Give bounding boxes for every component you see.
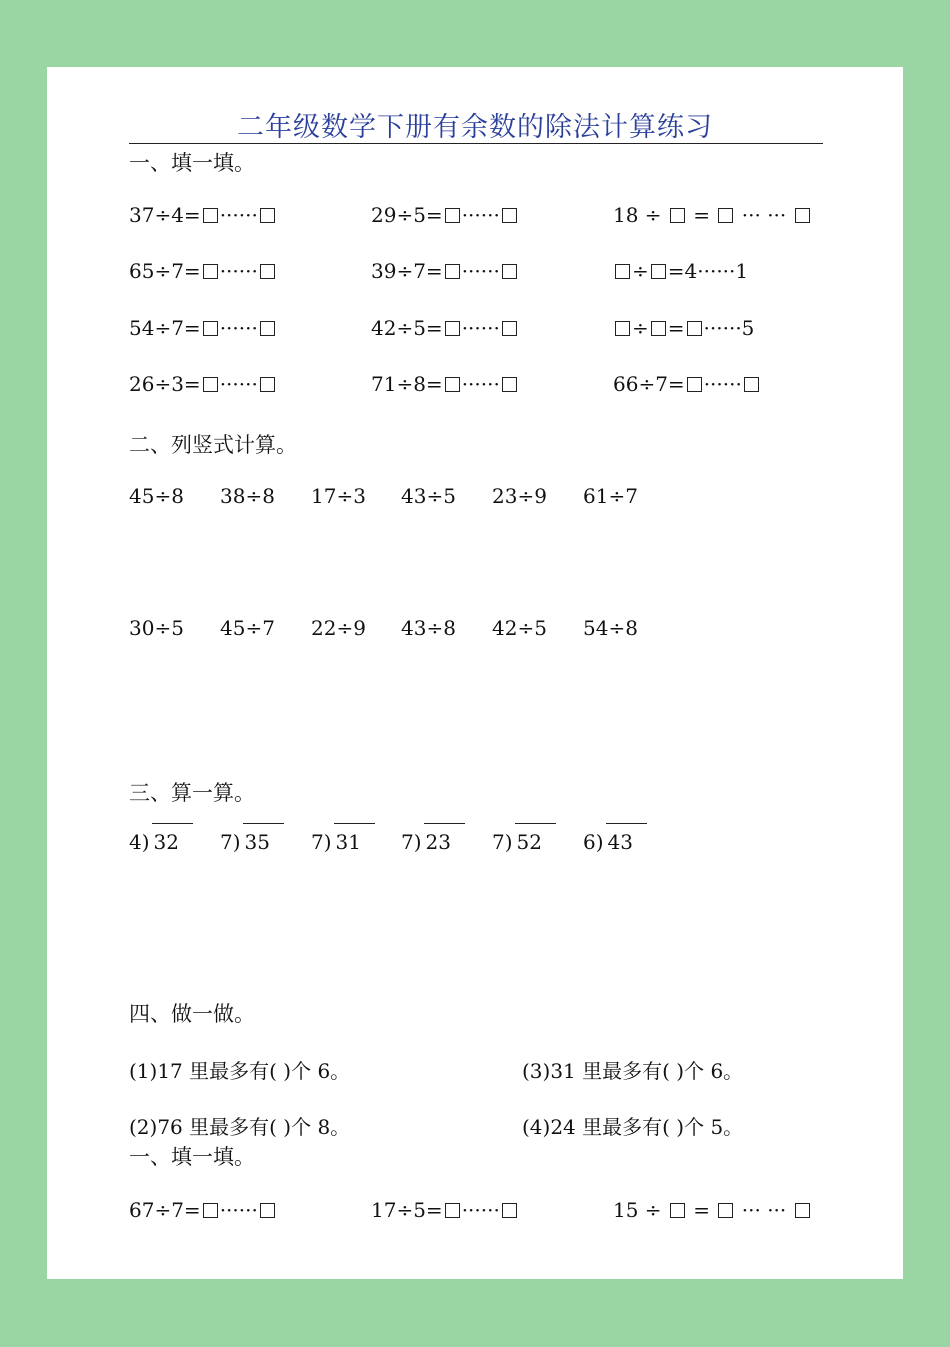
answer-box xyxy=(445,264,460,279)
equation-text: 66÷7= xyxy=(613,372,685,396)
section3-heading: 三、算一算。 xyxy=(129,781,255,805)
answer-box xyxy=(260,321,275,336)
answer-box xyxy=(203,321,218,336)
equation-text: = xyxy=(686,203,717,227)
equation-text: 29÷5= xyxy=(371,203,443,227)
fill-problem xyxy=(613,1198,812,1222)
vertical-calc-problem: 61÷7 xyxy=(583,484,638,508)
section1-heading: 一、填一填。 xyxy=(129,151,255,175)
equation-text: = xyxy=(686,1198,717,1222)
section4-heading: 四、做一做。 xyxy=(129,1002,255,1026)
answer-box xyxy=(615,321,630,336)
answer-box xyxy=(744,377,759,392)
vertical-calc-problem: 30÷5 xyxy=(129,616,184,640)
answer-box xyxy=(615,264,630,279)
fill-problem xyxy=(371,316,519,340)
equation-text: ······ xyxy=(703,372,742,396)
dividend: 32 xyxy=(152,823,193,854)
long-division xyxy=(311,823,375,854)
answer-box xyxy=(260,264,275,279)
long-division xyxy=(129,823,193,854)
equation-text: 71÷8= xyxy=(371,372,443,396)
answer-box xyxy=(718,208,733,223)
answer-box xyxy=(687,377,702,392)
answer-box xyxy=(502,321,517,336)
long-division-problem xyxy=(129,823,193,854)
answer-box xyxy=(260,377,275,392)
divisor: 4) xyxy=(129,830,150,854)
page-title: 二年级数学下册有余数的除法计算练习 xyxy=(237,112,713,143)
vertical-calc-problem: 45÷7 xyxy=(220,616,275,640)
long-division-problem xyxy=(311,823,375,854)
long-division-problem xyxy=(583,823,647,854)
answer-box xyxy=(651,321,666,336)
equation-text: ······ xyxy=(461,203,500,227)
long-division-problem xyxy=(492,823,556,854)
equation-text: ······ xyxy=(219,1198,258,1222)
answer-box xyxy=(670,1203,685,1218)
vertical-calc-problem: 22÷9 xyxy=(311,616,366,640)
answer-box xyxy=(203,264,218,279)
fill-problem xyxy=(129,316,277,340)
equation-text: ······ xyxy=(461,372,500,396)
equation-text: =4······1 xyxy=(667,259,749,283)
vertical-calc-problem: 17÷3 xyxy=(311,484,366,508)
answer-box xyxy=(795,208,810,223)
vertical-calc-problem: 45÷8 xyxy=(129,484,184,508)
answer-box xyxy=(445,377,460,392)
vertical-calc-problem: 38÷8 xyxy=(220,484,275,508)
fill-problem xyxy=(613,316,754,340)
equation-text: ÷ xyxy=(632,316,649,340)
divisor: 7) xyxy=(401,830,422,854)
answer-box xyxy=(445,1203,460,1218)
equation-text: ······ xyxy=(219,372,258,396)
answer-box xyxy=(260,208,275,223)
title-underline xyxy=(129,143,823,144)
section5-heading: 一、填一填。 xyxy=(129,1145,255,1169)
answer-box xyxy=(502,377,517,392)
vertical-calc-problem: 43÷8 xyxy=(401,616,456,640)
answer-box xyxy=(502,264,517,279)
fill-problem xyxy=(371,372,519,396)
fill-problem xyxy=(129,1198,277,1222)
word-problem-3: (3)31 里最多有( )个 6。 xyxy=(522,1059,744,1083)
fill-problem xyxy=(613,203,812,227)
answer-box xyxy=(445,321,460,336)
answer-box xyxy=(445,208,460,223)
answer-box xyxy=(687,321,702,336)
answer-box xyxy=(203,1203,218,1218)
equation-text: 54÷7= xyxy=(129,316,201,340)
worksheet-page xyxy=(47,67,903,1279)
long-division-problem xyxy=(401,823,465,854)
word-problem-4: (4)24 里最多有( )个 5。 xyxy=(522,1115,744,1139)
fill-problem xyxy=(129,203,277,227)
answer-box xyxy=(203,208,218,223)
equation-text: 15 ÷ xyxy=(613,1198,668,1222)
vertical-calc-problem: 54÷8 xyxy=(583,616,638,640)
equation-text: ······ xyxy=(219,316,258,340)
answer-box xyxy=(670,208,685,223)
vertical-calc-problem: 42÷5 xyxy=(492,616,547,640)
divisor: 7) xyxy=(492,830,513,854)
long-division xyxy=(401,823,465,854)
equation-text: 18 ÷ xyxy=(613,203,668,227)
divisor: 6) xyxy=(583,830,604,854)
answer-box xyxy=(795,1203,810,1218)
long-division xyxy=(220,823,284,854)
fill-problem xyxy=(371,203,519,227)
fill-problem xyxy=(613,372,761,396)
section2-heading: 二、列竖式计算。 xyxy=(129,433,297,457)
fill-problem xyxy=(613,259,748,283)
equation-text: ······ xyxy=(461,316,500,340)
answer-box xyxy=(502,208,517,223)
dividend: 52 xyxy=(515,823,556,854)
equation-text: 37÷4= xyxy=(129,203,201,227)
answer-box xyxy=(203,377,218,392)
equation-text: ÷ xyxy=(632,259,649,283)
answer-box xyxy=(502,1203,517,1218)
equation-text: ······ xyxy=(461,1198,500,1222)
equation-text: ······5 xyxy=(703,316,755,340)
equation-text: 26÷3= xyxy=(129,372,201,396)
long-division xyxy=(492,823,556,854)
equation-text: 67÷7= xyxy=(129,1198,201,1222)
dividend: 31 xyxy=(334,823,375,854)
equation-text: ······ xyxy=(461,259,500,283)
equation-text: ······ xyxy=(219,259,258,283)
equation-text: = xyxy=(667,316,685,340)
vertical-calc-problem: 43÷5 xyxy=(401,484,456,508)
equation-text: ··· ··· xyxy=(735,203,793,227)
fill-problem xyxy=(371,259,519,283)
answer-box xyxy=(718,1203,733,1218)
fill-problem xyxy=(129,259,277,283)
equation-text: 17÷5= xyxy=(371,1198,443,1222)
fill-problem xyxy=(129,372,277,396)
equation-text: 39÷7= xyxy=(371,259,443,283)
dividend: 43 xyxy=(606,823,647,854)
long-division xyxy=(583,823,647,854)
equation-text: 42÷5= xyxy=(371,316,443,340)
divisor: 7) xyxy=(220,830,241,854)
equation-text: ··· ··· xyxy=(735,1198,793,1222)
equation-text: 65÷7= xyxy=(129,259,201,283)
answer-box xyxy=(651,264,666,279)
word-problem-2: (2)76 里最多有( )个 8。 xyxy=(129,1115,351,1139)
answer-box xyxy=(260,1203,275,1218)
long-division-problem xyxy=(220,823,284,854)
divisor: 7) xyxy=(311,830,332,854)
equation-text: ······ xyxy=(219,203,258,227)
vertical-calc-problem: 23÷9 xyxy=(492,484,547,508)
fill-problem xyxy=(371,1198,519,1222)
word-problem-1: (1)17 里最多有( )个 6。 xyxy=(129,1059,351,1083)
dividend: 23 xyxy=(424,823,465,854)
dividend: 35 xyxy=(243,823,284,854)
